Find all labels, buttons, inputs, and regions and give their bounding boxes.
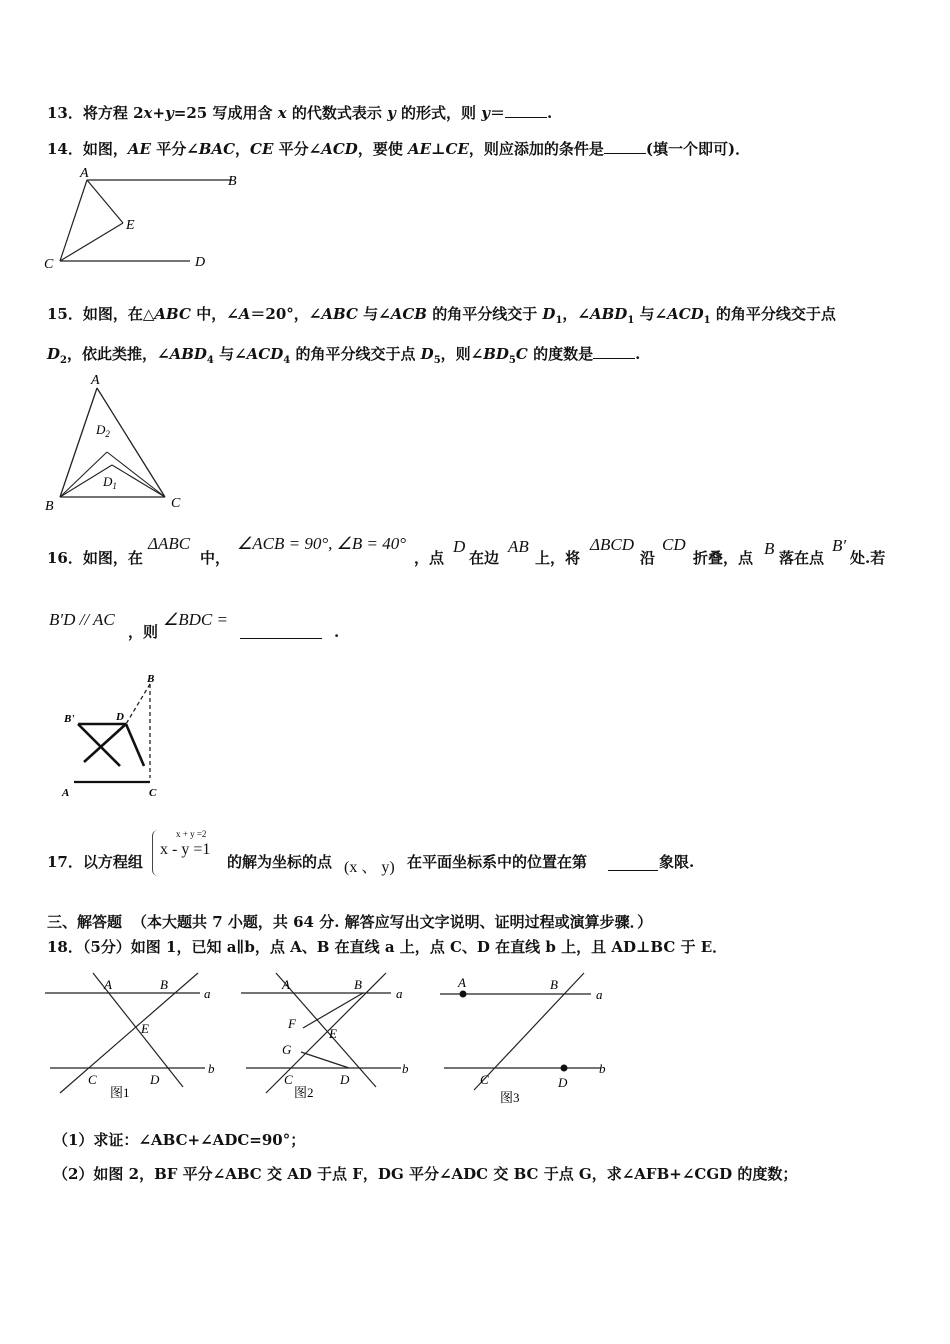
line-bc xyxy=(60,973,198,1093)
question-17-prefix: 17．以方程组 xyxy=(47,853,143,871)
label-b-point: B xyxy=(354,977,362,992)
math-cd: CD xyxy=(662,535,686,554)
math-b-prime: B′ xyxy=(832,536,847,555)
answer-blank[interactable] xyxy=(608,854,658,871)
label-d: D xyxy=(195,255,206,270)
label-b: B xyxy=(45,499,54,514)
line-ab xyxy=(60,388,97,497)
line-bpc xyxy=(78,724,120,766)
label-f: F xyxy=(288,1016,296,1031)
label-a-point: A xyxy=(282,977,290,992)
label-a: A xyxy=(80,166,89,181)
dashed-bd xyxy=(126,684,150,724)
label-e: E xyxy=(141,1021,149,1036)
q18-figure-2 xyxy=(236,965,416,1105)
q16-number: 16． xyxy=(47,549,83,567)
answer-blank[interactable] xyxy=(505,101,547,118)
label-c: C xyxy=(480,1072,489,1087)
question-13: 13．将方程 2x+y=25 写成用含 x 的代数式表示 y 的形式，则 y＝ . xyxy=(47,101,552,123)
figure-3-caption: 图3 xyxy=(500,1090,520,1105)
question-18: 18．（5分）如图 1，已知 a∥b，点 A、B 在直线 a 上，点 C、D 在直线 b 上，且 AD⊥BC 于 E． xyxy=(47,938,728,956)
line-bc xyxy=(474,973,584,1090)
label-e: E xyxy=(126,218,135,233)
q18-figure-1 xyxy=(40,965,220,1105)
math-triangle-abc: ΔABC xyxy=(148,534,191,553)
label-c: C xyxy=(171,496,181,511)
equation-2: x - y =1 xyxy=(160,841,211,858)
point-a-dot xyxy=(460,991,467,998)
question-15-line1: 15．如图，在△ABC 中，∠A＝20°，∠ABC 与∠ACB 的角平分线交于 $D_1$，$\angle ABD_1$ 与$\angle ACD_1$ 的角平分线交于点 xyxy=(47,305,836,326)
q15-number: 15． xyxy=(47,305,83,323)
q18-part-2: （2）如图 2，BF 平分∠ABC 交 AD 于点 F，DG 平分∠ADC 交 BC 于点 G，求∠AFB+∠CGD 的度数； xyxy=(53,1165,798,1183)
point-d-dot xyxy=(561,1065,568,1072)
label-b: B xyxy=(147,673,155,685)
label-c: C xyxy=(149,787,157,799)
line-cd1 xyxy=(112,465,165,497)
math-ab: AB xyxy=(508,537,529,556)
q18-part-1: （1）求证：∠ABC+∠ADC=90°； xyxy=(53,1131,306,1149)
label-d2: $D_2$ xyxy=(96,422,110,439)
label-a-point: A xyxy=(458,975,466,990)
line-ac xyxy=(60,180,87,261)
q18-figure-3 xyxy=(436,965,616,1110)
figure-2-caption: 图2 xyxy=(294,1085,314,1100)
q14-number: 14． xyxy=(47,140,83,158)
section-3-heading: 三、解答题 （本大题共 7 小题，共 64 分. 解答应写出文字说明、证明过程或演算步骤．） xyxy=(47,913,653,931)
label-d: D xyxy=(150,1072,160,1087)
question-14: 14．如图，AE 平分∠BAC，CE 平分∠ACD，要使 AE⊥CE，则应添加的条件是 (填一个即可)． xyxy=(47,137,750,159)
equation-1: x + y =2 xyxy=(176,829,207,839)
label-line-a: a xyxy=(596,987,603,1002)
question-16-prefix: 16．如图，在 xyxy=(47,549,143,567)
label-line-a: a xyxy=(204,986,211,1001)
label-d: D xyxy=(558,1075,568,1090)
math-parallel: B′D // AC xyxy=(49,610,115,629)
label-d1: $D_1$ xyxy=(103,474,117,491)
label-line-b: b xyxy=(599,1061,606,1076)
math-d: D xyxy=(453,537,466,556)
label-line-b: b xyxy=(402,1061,409,1076)
label-e: E xyxy=(329,1026,337,1041)
label-b-prime: B' xyxy=(64,713,75,725)
label-a: A xyxy=(62,787,70,799)
math-angle-bdc: ∠BDC = xyxy=(163,610,228,629)
line-dc xyxy=(126,724,144,766)
q17-number: 17． xyxy=(47,853,83,871)
line-ae xyxy=(87,180,123,223)
math-triangle-bcd: ΔBCD xyxy=(590,535,634,554)
math-b: B xyxy=(764,539,775,558)
label-a: A xyxy=(91,373,100,388)
figure-1-caption: 图1 xyxy=(110,1085,130,1100)
q14-figure xyxy=(40,165,250,275)
label-g: G xyxy=(282,1042,292,1057)
label-b-point: B xyxy=(160,977,168,992)
question-15-line2: $D_2$，依此类推，$\angle ABD_4$ 与$\angle ACD_4$ 的角平分线交于点 $D_5$，则$\angle BD_5C$ 的度数是 . xyxy=(47,342,640,371)
line-ce xyxy=(60,223,123,261)
point-xy: (x 、 y) xyxy=(344,859,395,876)
q13-number: 13． xyxy=(47,104,83,122)
label-d: D xyxy=(116,711,124,723)
label-a-point: A xyxy=(104,977,112,992)
answer-blank[interactable] xyxy=(240,622,322,639)
label-b-point: B xyxy=(550,977,558,992)
answer-blank[interactable] xyxy=(604,137,646,154)
label-d: D xyxy=(340,1072,350,1087)
line-dg xyxy=(301,1052,349,1068)
line-bf xyxy=(303,993,363,1028)
label-c: C xyxy=(284,1072,293,1087)
math-angles: ∠ACB = 90°, ∠B = 40° xyxy=(237,534,407,553)
label-line-a: a xyxy=(396,986,403,1001)
line-da xyxy=(84,724,126,762)
answer-blank[interactable] xyxy=(593,342,635,359)
q15-figure xyxy=(40,370,190,515)
label-b: B xyxy=(228,174,237,189)
q18-number: 18． xyxy=(47,938,83,956)
label-c: C xyxy=(88,1072,97,1087)
label-line-b: b xyxy=(208,1061,215,1076)
label-c: C xyxy=(44,257,54,272)
q16-figure xyxy=(56,670,176,805)
